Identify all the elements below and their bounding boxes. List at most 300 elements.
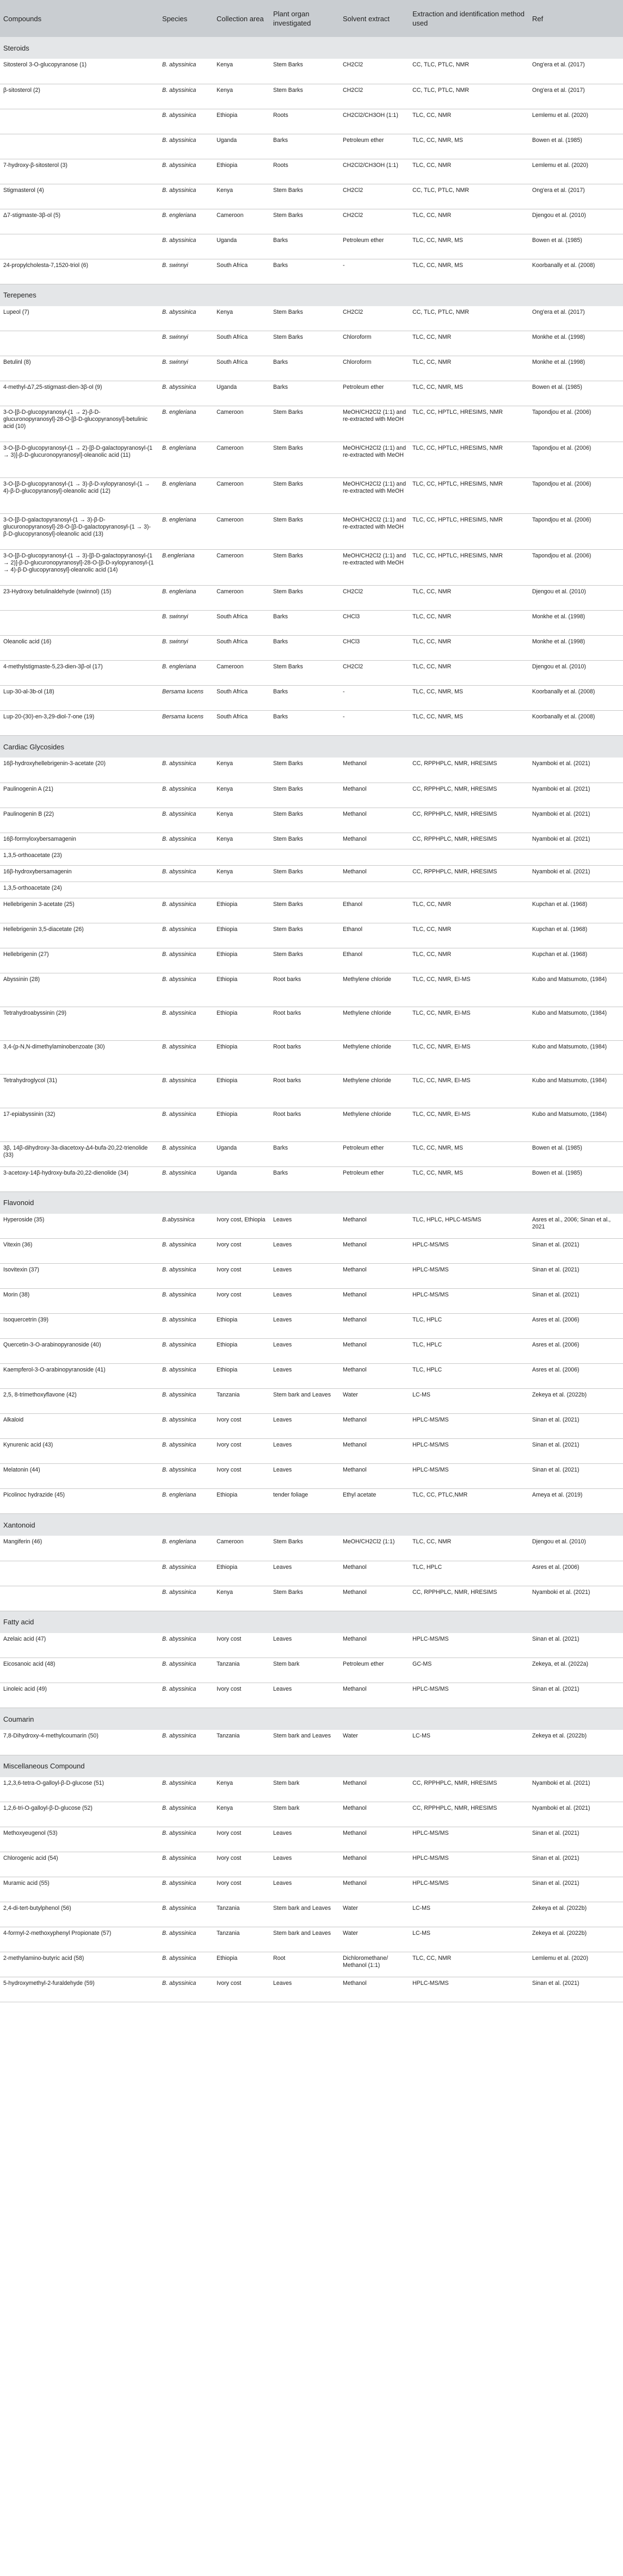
cell-ref: Kupchan et al. (1968) — [529, 948, 623, 973]
table-row — [0, 234, 623, 259]
cell-collection-area: Cameroon — [213, 406, 270, 442]
cell-species: Bersama lucens — [159, 711, 213, 736]
cell-species: B. abyssinica — [159, 1414, 213, 1439]
table-row — [0, 1489, 623, 1514]
cell-collection-area: Ethiopia — [213, 948, 270, 973]
table-row — [0, 1314, 623, 1339]
cell-solvent: CH2Cl2/CH3OH (1:1) — [340, 109, 409, 134]
table-body — [0, 37, 623, 2002]
cell-method: HPLC-MS/MS — [409, 1439, 529, 1464]
cell-plant-organ: Leaves — [270, 1683, 340, 1708]
table-row — [0, 331, 623, 356]
cell-compound: 3β, 14β-dihydroxy-3a-diacetoxy-Δ4-bufa-20,22-trienolide (33) — [0, 1141, 159, 1166]
cell-compound: 3-O-[β-D-glucopyranosyl-(1 → 3)-[β-D-galactopyranosyl-(1 → 2)]-β-D-glucuronopyranosyl]-28-O-[β-D-xylopyranosyl-(1 → 4)-β-D-glucopyranosyl]-oleanolic acid (14) — [0, 550, 159, 586]
section-header — [0, 1611, 623, 1633]
cell-ref: Asres et al., 2006; Sinan et al., 2021 — [529, 1214, 623, 1239]
cell-compound: β-sitosterol (2) — [0, 84, 159, 109]
table-row — [0, 1074, 623, 1108]
cell-compound: Isoquercetrin (39) — [0, 1314, 159, 1339]
cell-method: CC, RPPHPLC, NMR, HRESIMS — [409, 758, 529, 783]
cell-method: LC-MS — [409, 1902, 529, 1927]
cell-method: HPLC-MS/MS — [409, 1239, 529, 1264]
cell-solvent: MeOH/CH2Cl2 (1:1) — [340, 1536, 409, 1561]
cell-species: B. swinnyi — [159, 259, 213, 284]
cell-plant-organ: Leaves — [270, 1439, 340, 1464]
cell-solvent: Petroleum ether — [340, 234, 409, 259]
cell-compound: Muramic acid (55) — [0, 1877, 159, 1902]
cell-species: B. abyssinica — [159, 381, 213, 406]
cell-method: TLC, CC, NMR, MS — [409, 711, 529, 736]
cell-method: HPLC-MS/MS — [409, 1852, 529, 1877]
cell-solvent: Methylene chloride — [340, 1040, 409, 1074]
cell-ref: Nyamboki et al. (2021) — [529, 1802, 623, 1827]
cell-method: TLC, CC, NMR, MS — [409, 1166, 529, 1191]
cell-solvent: Methanol — [340, 808, 409, 833]
cell-solvent: Water — [340, 1927, 409, 1952]
cell-collection-area: Ethiopia — [213, 1339, 270, 1364]
cell-species: B. engleriana — [159, 661, 213, 686]
cell-ref: Nyamboki et al. (2021) — [529, 758, 623, 783]
cell-ref: Kupchan et al. (1968) — [529, 898, 623, 923]
cell-collection-area: Uganda — [213, 1141, 270, 1166]
cell-plant-organ: Barks — [270, 1141, 340, 1166]
table-row — [0, 1658, 623, 1683]
cell-plant-organ: Stem Barks — [270, 550, 340, 586]
cell-solvent: CH2Cl2/CH3OH (1:1) — [340, 159, 409, 184]
cell-species: B. engleriana — [159, 586, 213, 611]
cell-method: HPLC-MS/MS — [409, 1289, 529, 1314]
cell-species: B. engleriana — [159, 442, 213, 478]
cell-collection-area: Ivory cost — [213, 1852, 270, 1877]
cell-species: B. engleriana — [159, 1489, 213, 1514]
table-row — [0, 1339, 623, 1364]
cell-species: B. abyssinica — [159, 1074, 213, 1108]
cell-plant-organ: Leaves — [270, 1414, 340, 1439]
cell-plant-organ: Leaves — [270, 1977, 340, 2002]
cell-collection-area: Uganda — [213, 234, 270, 259]
cell-species: B. abyssinica — [159, 1040, 213, 1074]
cell-plant-organ: Barks — [270, 234, 340, 259]
cell-solvent: Ethanol — [340, 948, 409, 973]
cell-ref: Monkhe et al. (1998) — [529, 636, 623, 661]
table-row — [0, 1108, 623, 1141]
section-title: Miscellaneous Compound — [0, 1755, 623, 1777]
cell-ref: Bowen et al. (1985) — [529, 381, 623, 406]
cell-compound: Oleanolic acid (16) — [0, 636, 159, 661]
section-header — [0, 37, 623, 59]
cell-ref: Sinan et al. (2021) — [529, 1464, 623, 1489]
cell-species: B. abyssinica — [159, 783, 213, 808]
cell-ref: Nyamboki et al. (2021) — [529, 865, 623, 882]
cell-solvent: CH2Cl2 — [340, 661, 409, 686]
cell-collection-area: Ethiopia — [213, 1074, 270, 1108]
cell-method: CC, TLC, PTLC, NMR — [409, 59, 529, 84]
cell-solvent: Methanol — [340, 1777, 409, 1802]
cell-collection-area: Ivory cost — [213, 1239, 270, 1264]
cell-method: CC, RPPHPLC, NMR, HRESIMS — [409, 1586, 529, 1611]
cell-method: TLC, CC, HPTLC, HRESIMS, NMR — [409, 514, 529, 550]
cell-plant-organ: Stem Barks — [270, 808, 340, 833]
cell-method: TLC, CC, NMR, EI-MS — [409, 1040, 529, 1074]
cell-compound: Isovitexin (37) — [0, 1264, 159, 1289]
cell-species: B. abyssinica — [159, 1802, 213, 1827]
table-row — [0, 514, 623, 550]
cell-solvent: Methanol — [340, 1633, 409, 1658]
cell-collection-area: Ethiopia — [213, 1561, 270, 1586]
table-row — [0, 865, 623, 882]
table-row — [0, 1777, 623, 1802]
cell-method: LC-MS — [409, 1927, 529, 1952]
cell-solvent: Methylene chloride — [340, 973, 409, 1007]
cell-species: B. abyssinica — [159, 1007, 213, 1040]
cell-solvent: Water — [340, 1389, 409, 1414]
table-row — [0, 849, 623, 865]
cell-plant-organ: Stem Barks — [270, 923, 340, 948]
cell-solvent: Methanol — [340, 1683, 409, 1708]
cell-plant-organ: Barks — [270, 636, 340, 661]
cell-species: B. abyssinica — [159, 1464, 213, 1489]
cell-solvent: - — [340, 259, 409, 284]
cell-ref: Monkhe et al. (1998) — [529, 331, 623, 356]
cell-species: B. swinnyi — [159, 611, 213, 636]
table-row — [0, 1902, 623, 1927]
cell-ref: Sinan et al. (2021) — [529, 1827, 623, 1852]
cell-compound: 4-formyl-2-methoxyphenyl Propionate (57) — [0, 1927, 159, 1952]
cell-plant-organ: Stem Barks — [270, 661, 340, 686]
cell-collection-area: Kenya — [213, 59, 270, 84]
cell-species: B. abyssinica — [159, 1289, 213, 1314]
cell-species: B. abyssinica — [159, 833, 213, 849]
cell-solvent: Dichloromethane/ Methanol (1:1) — [340, 1952, 409, 1977]
cell-species: B. abyssinica — [159, 1239, 213, 1264]
cell-plant-organ: Roots — [270, 159, 340, 184]
cell-collection-area: Ethiopia — [213, 159, 270, 184]
cell-plant-organ: Stem Barks — [270, 898, 340, 923]
cell-collection-area: Kenya — [213, 865, 270, 882]
cell-ref: Asres et al. (2006) — [529, 1364, 623, 1389]
cell-plant-organ: Leaves — [270, 1852, 340, 1877]
cell-solvent: MeOH/CH2Cl2 (1:1) and re-extracted with MeOH — [340, 442, 409, 478]
cell-ref — [529, 882, 623, 898]
cell-solvent: Ethanol — [340, 923, 409, 948]
cell-solvent: Methanol — [340, 1289, 409, 1314]
cell-collection-area: Ethiopia — [213, 1040, 270, 1074]
cell-species: B. abyssinica — [159, 1827, 213, 1852]
cell-plant-organ: Stem Barks — [270, 1536, 340, 1561]
cell-ref: Asres et al. (2006) — [529, 1339, 623, 1364]
table-row — [0, 636, 623, 661]
cell-solvent: Methylene chloride — [340, 1108, 409, 1141]
cell-collection-area: Kenya — [213, 184, 270, 209]
section-header — [0, 284, 623, 306]
cell-plant-organ: Leaves — [270, 1339, 340, 1364]
cell-method: TLC, CC, NMR, EI-MS — [409, 1108, 529, 1141]
cell-ref: Tapondjou et al. (2006) — [529, 406, 623, 442]
table-row — [0, 406, 623, 442]
cell-species: B. abyssinica — [159, 1902, 213, 1927]
cell-plant-organ: Root barks — [270, 1074, 340, 1108]
cell-method: TLC, CC, NMR — [409, 586, 529, 611]
cell-compound: Betulinl (8) — [0, 356, 159, 381]
table-row — [0, 783, 623, 808]
table-row — [0, 159, 623, 184]
cell-method: LC-MS — [409, 1730, 529, 1755]
cell-species — [159, 882, 213, 898]
table-row — [0, 1289, 623, 1314]
cell-collection-area: South Africa — [213, 259, 270, 284]
cell-plant-organ: Roots — [270, 109, 340, 134]
cell-solvent: Water — [340, 1902, 409, 1927]
cell-species: B. abyssinica — [159, 808, 213, 833]
header-plant-organ: Plant organ investigated — [270, 0, 340, 37]
cell-solvent: Methanol — [340, 1977, 409, 2002]
cell-compound: Melatonin (44) — [0, 1464, 159, 1489]
cell-plant-organ: Root barks — [270, 1108, 340, 1141]
cell-method: CC, RPPHPLC, NMR, HRESIMS — [409, 1777, 529, 1802]
cell-compound: 23-Hydroxy betulinaldehyde (swinnol) (15) — [0, 586, 159, 611]
table-row — [0, 306, 623, 331]
cell-compound: Paulinogenin B (22) — [0, 808, 159, 833]
cell-method: TLC, HPLC — [409, 1314, 529, 1339]
cell-ref: Tapondjou et al. (2006) — [529, 478, 623, 514]
cell-compound: Tetrahydroabyssinin (29) — [0, 1007, 159, 1040]
cell-solvent: Petroleum ether — [340, 1166, 409, 1191]
cell-collection-area: Cameroon — [213, 209, 270, 234]
cell-plant-organ: Leaves — [270, 1239, 340, 1264]
cell-method: TLC, CC, NMR — [409, 109, 529, 134]
cell-ref: Bowen et al. (1985) — [529, 234, 623, 259]
cell-collection-area: Uganda — [213, 381, 270, 406]
cell-ref: Kubo and Matsumoto, (1984) — [529, 973, 623, 1007]
table-row — [0, 134, 623, 159]
cell-plant-organ: Stem bark — [270, 1802, 340, 1827]
cell-collection-area: South Africa — [213, 611, 270, 636]
cell-plant-organ — [270, 849, 340, 865]
cell-plant-organ: Stem Barks — [270, 209, 340, 234]
cell-ref: Kupchan et al. (1968) — [529, 923, 623, 948]
table-row — [0, 1464, 623, 1489]
cell-method — [409, 849, 529, 865]
cell-solvent: Methanol — [340, 1852, 409, 1877]
section-header — [0, 1755, 623, 1777]
cell-collection-area: Kenya — [213, 84, 270, 109]
cell-ref: Koorbanally et al. (2008) — [529, 259, 623, 284]
cell-ref: Monkhe et al. (1998) — [529, 356, 623, 381]
cell-plant-organ: Barks — [270, 259, 340, 284]
cell-method: HPLC-MS/MS — [409, 1977, 529, 2002]
cell-ref: Tapondjou et al. (2006) — [529, 550, 623, 586]
cell-collection-area — [213, 882, 270, 898]
cell-species: B. abyssinica — [159, 1633, 213, 1658]
table-row — [0, 1977, 623, 2002]
header-collection-area: Collection area — [213, 0, 270, 37]
table-row — [0, 1730, 623, 1755]
cell-plant-organ: Stem Barks — [270, 586, 340, 611]
cell-ref: Nyamboki et al. (2021) — [529, 833, 623, 849]
table-row — [0, 184, 623, 209]
table-row — [0, 808, 623, 833]
cell-compound: Paulinogenin A (21) — [0, 783, 159, 808]
cell-compound: Abyssinin (28) — [0, 973, 159, 1007]
cell-collection-area: Ivory cost — [213, 1439, 270, 1464]
cell-method: CC, RPPHPLC, NMR, HRESIMS — [409, 783, 529, 808]
cell-species: B. abyssinica — [159, 159, 213, 184]
cell-plant-organ: Stem Barks — [270, 478, 340, 514]
cell-collection-area: Ivory cost — [213, 1633, 270, 1658]
section-header — [0, 1708, 623, 1730]
cell-compound: Kaempferol-3-O-arabinopyranoside (41) — [0, 1364, 159, 1389]
cell-ref: Nyamboki et al. (2021) — [529, 783, 623, 808]
cell-solvent: Methanol — [340, 1364, 409, 1389]
cell-compound: 7-hydroxy-β-sitosterol (3) — [0, 159, 159, 184]
cell-species: B. abyssinica — [159, 865, 213, 882]
cell-collection-area: South Africa — [213, 686, 270, 711]
cell-plant-organ: Root barks — [270, 973, 340, 1007]
cell-ref: Zekeya et al. (2022b) — [529, 1902, 623, 1927]
header-method: Extraction and identification method used — [409, 0, 529, 37]
cell-collection-area: Ivory cost — [213, 1683, 270, 1708]
cell-solvent: Methanol — [340, 1827, 409, 1852]
cell-collection-area: Ivory cost — [213, 1414, 270, 1439]
cell-plant-organ: Stem bark and Leaves — [270, 1730, 340, 1755]
cell-ref: Sinan et al. (2021) — [529, 1633, 623, 1658]
section-header — [0, 1514, 623, 1536]
table-row — [0, 1827, 623, 1852]
cell-compound — [0, 611, 159, 636]
cell-collection-area: Cameroon — [213, 586, 270, 611]
cell-collection-area: Kenya — [213, 783, 270, 808]
cell-species: B. swinnyi — [159, 356, 213, 381]
cell-ref: Bowen et al. (1985) — [529, 1166, 623, 1191]
cell-species: B. abyssinica — [159, 1586, 213, 1611]
cell-ref: Lemlemu et al. (2020) — [529, 159, 623, 184]
cell-compound: 4-methylstigmaste-5,23-dien-3β-ol (17) — [0, 661, 159, 686]
cell-ref: Asres et al. (2006) — [529, 1561, 623, 1586]
cell-ref: Sinan et al. (2021) — [529, 1877, 623, 1902]
cell-compound: Lup-20-(30)-en-3,29-diol-7-one (19) — [0, 711, 159, 736]
cell-collection-area: Cameroon — [213, 478, 270, 514]
cell-collection-area: Tanzania — [213, 1927, 270, 1952]
cell-compound: 7,8-Dihydroxy-4-methylcoumarin (50) — [0, 1730, 159, 1755]
cell-compound: Sitosterol 3-O-glucopyranose (1) — [0, 59, 159, 84]
cell-ref: Ong'era et al. (2017) — [529, 306, 623, 331]
cell-plant-organ: Leaves — [270, 1561, 340, 1586]
cell-compound: Lup-30-al-3b-ol (18) — [0, 686, 159, 711]
cell-plant-organ — [270, 882, 340, 898]
cell-ref: Sinan et al. (2021) — [529, 1439, 623, 1464]
cell-species: B. abyssinica — [159, 1141, 213, 1166]
table-row — [0, 356, 623, 381]
cell-collection-area: Kenya — [213, 758, 270, 783]
cell-compound: 3-acetoxy-14β-hydroxy-bufa-20,22-dienolide (34) — [0, 1166, 159, 1191]
header-species: Species — [159, 0, 213, 37]
cell-species: B. abyssinica — [159, 1777, 213, 1802]
cell-collection-area: Kenya — [213, 1586, 270, 1611]
cell-species: B. abyssinica — [159, 1389, 213, 1414]
cell-ref: Zekeya, et al. (2022a) — [529, 1658, 623, 1683]
cell-plant-organ: Leaves — [270, 1464, 340, 1489]
table-row — [0, 1264, 623, 1289]
cell-species: B. abyssinica — [159, 184, 213, 209]
cell-solvent: Ethanol — [340, 898, 409, 923]
cell-ref: Nyamboki et al. (2021) — [529, 1777, 623, 1802]
cell-ref — [529, 849, 623, 865]
cell-compound: Hellebrigenin 3-acetate (25) — [0, 898, 159, 923]
table-row — [0, 1239, 623, 1264]
table-row — [0, 1414, 623, 1439]
cell-method: TLC, CC, HPTLC, HRESIMS, NMR — [409, 478, 529, 514]
cell-plant-organ: Barks — [270, 134, 340, 159]
cell-solvent: Methanol — [340, 1586, 409, 1611]
cell-species: B. abyssinica — [159, 306, 213, 331]
cell-species: B. abyssinica — [159, 84, 213, 109]
table-row — [0, 948, 623, 973]
cell-species: B. abyssinica — [159, 134, 213, 159]
cell-method: TLC, CC, NMR — [409, 209, 529, 234]
cell-method: TLC, CC, NMR, EI-MS — [409, 1007, 529, 1040]
cell-solvent: Chloroform — [340, 331, 409, 356]
table-row — [0, 1040, 623, 1074]
cell-compound: 3-O-[β-D-glucopyranosyl-(1 → 2)-β-D-glucuronopyranosyl]-28-O-[β-D-glucopyranosyl]-betulinic acid (10) — [0, 406, 159, 442]
cell-compound — [0, 109, 159, 134]
cell-plant-organ: Stem Barks — [270, 758, 340, 783]
cell-compound: 1,3,5-orthoacetate (24) — [0, 882, 159, 898]
cell-solvent: CH2Cl2 — [340, 209, 409, 234]
table-row — [0, 1683, 623, 1708]
cell-ref: Lemlemu et al. (2020) — [529, 109, 623, 134]
cell-ref: Djengou et al. (2010) — [529, 1536, 623, 1561]
cell-compound: Picolinoc hydrazide (45) — [0, 1489, 159, 1514]
section-header — [0, 1191, 623, 1214]
cell-collection-area — [213, 849, 270, 865]
cell-plant-organ: Stem Barks — [270, 442, 340, 478]
cell-species: B. abyssinica — [159, 1730, 213, 1755]
cell-solvent: - — [340, 686, 409, 711]
cell-method: HPLC-MS/MS — [409, 1264, 529, 1289]
cell-compound: Stigmasterol (4) — [0, 184, 159, 209]
cell-method: TLC, CC, NMR, MS — [409, 381, 529, 406]
cell-plant-organ: Leaves — [270, 1877, 340, 1902]
cell-solvent: Methanol — [340, 1802, 409, 1827]
cell-method: TLC, CC, NMR, MS — [409, 1141, 529, 1166]
header-ref: Ref — [529, 0, 623, 37]
cell-solvent: Methylene chloride — [340, 1074, 409, 1108]
cell-species — [159, 849, 213, 865]
cell-collection-area: Ethiopia — [213, 1952, 270, 1977]
cell-collection-area: Kenya — [213, 1802, 270, 1827]
cell-solvent: CH2Cl2 — [340, 59, 409, 84]
cell-method: LC-MS — [409, 1389, 529, 1414]
table-row — [0, 1214, 623, 1239]
cell-compound: 16β-hydroxyhellebrigenin-3-acetate (20) — [0, 758, 159, 783]
cell-plant-organ: Leaves — [270, 1264, 340, 1289]
cell-compound — [0, 1586, 159, 1611]
table-row — [0, 1633, 623, 1658]
cell-solvent: Methanol — [340, 1414, 409, 1439]
cell-solvent: Methanol — [340, 783, 409, 808]
cell-collection-area: Kenya — [213, 306, 270, 331]
cell-collection-area: Ivory cost — [213, 1877, 270, 1902]
header-solvent-extract: Solvent extract — [340, 0, 409, 37]
cell-compound: Tetrahydroglycol (31) — [0, 1074, 159, 1108]
table-row — [0, 1877, 623, 1902]
cell-solvent — [340, 849, 409, 865]
cell-species: B. abyssinica — [159, 1561, 213, 1586]
table-row — [0, 1007, 623, 1040]
table-row — [0, 259, 623, 284]
table-row — [0, 1561, 623, 1586]
cell-compound: 4-methyl-Δ7,25-stigmast-dien-3β-ol (9) — [0, 381, 159, 406]
